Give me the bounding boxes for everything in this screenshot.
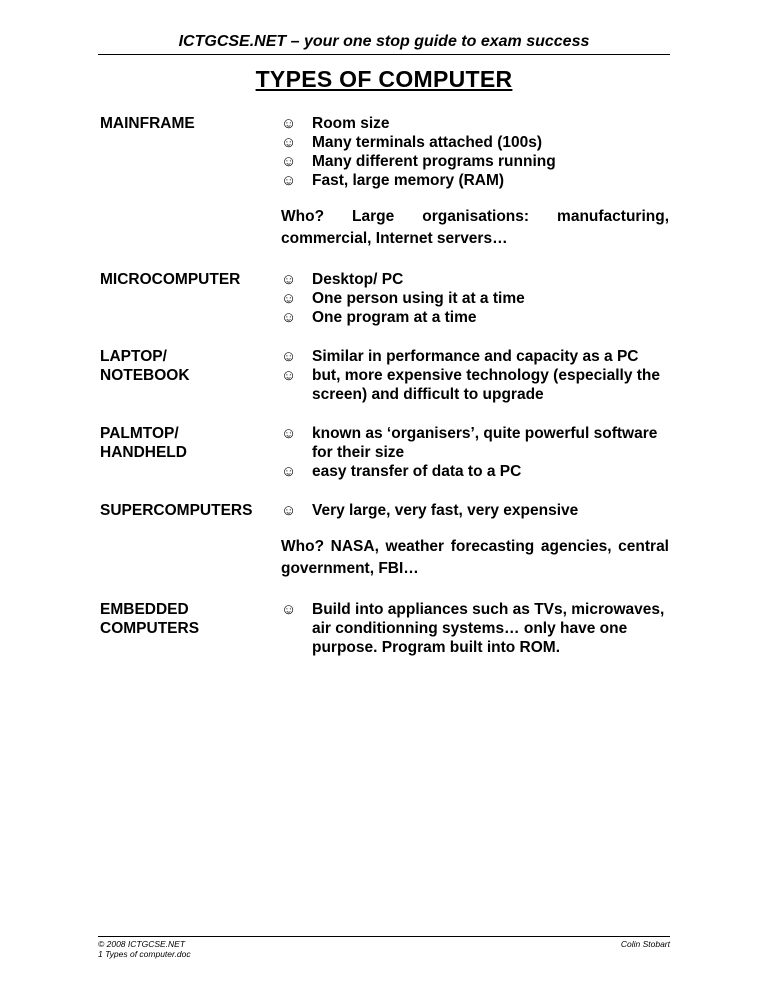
list-item: ☺ Many different programs running xyxy=(281,153,556,170)
list-item: ☺ known as ‘organisers’, quite powerful software for their size xyxy=(281,425,658,461)
smiley-icon: ☺ xyxy=(281,425,297,442)
section-mainframe xyxy=(100,114,670,250)
section-label: MICROCOMPUTER xyxy=(100,271,241,288)
section-palmtop xyxy=(100,424,670,481)
page-header: ICTGCSE.NET – your one stop guide to exam success xyxy=(98,33,670,55)
page-title: TYPES OF COMPUTER xyxy=(255,66,513,92)
section-supercomputers xyxy=(100,501,670,580)
smiley-icon: ☺ xyxy=(281,153,297,170)
list-item: ☺ Build into appliances such as TVs, microwaves, air conditionning systems… only have one purpose. Program built into ROM. xyxy=(281,601,665,656)
who-text: Who? Large organisations: manufacturing, commercial, Internet servers… xyxy=(281,208,669,247)
list-item: ☺ easy transfer of data to a PC xyxy=(281,463,522,480)
section-label: PALMTOP/ HANDHELD xyxy=(100,425,187,461)
smiley-icon: ☺ xyxy=(281,502,297,519)
section-label: LAPTOP/ NOTEBOOK xyxy=(100,348,190,384)
list-item: ☺ Many terminals attached (100s) xyxy=(281,134,543,151)
smiley-icon: ☺ xyxy=(281,601,297,618)
smiley-icon: ☺ xyxy=(281,309,297,326)
section-microcomputer xyxy=(100,270,670,327)
smiley-icon: ☺ xyxy=(281,271,297,288)
smiley-icon: ☺ xyxy=(281,290,297,307)
section-label: SUPERCOMPUTERS xyxy=(100,502,253,519)
smiley-icon: ☺ xyxy=(281,134,297,151)
smiley-icon: ☺ xyxy=(281,115,297,132)
section-label: MAINFRAME xyxy=(100,115,195,132)
smiley-icon: ☺ xyxy=(281,348,297,365)
smiley-icon: ☺ xyxy=(281,367,297,384)
list-item: ☺ Very large, very fast, very expensive xyxy=(281,502,579,519)
list-item: ☺ Desktop/ PC xyxy=(281,271,404,288)
page-footer xyxy=(98,936,670,959)
copyright-text: © 2008 ICTGCSE.NET xyxy=(98,939,186,949)
who-text: Who? NASA, weather forecasting agencies, central government, FBI… xyxy=(281,538,669,577)
list-item: ☺ but, more expensive technology (especially the screen) and difficult to upgrade xyxy=(281,367,660,403)
section-label: EMBEDDED COMPUTERS xyxy=(100,601,200,637)
filename-text: 1 Types of computer.doc xyxy=(98,949,191,959)
section-laptop xyxy=(100,347,670,404)
list-item: ☺ Room size xyxy=(281,115,390,132)
list-item: ☺ One program at a time xyxy=(281,309,477,326)
smiley-icon: ☺ xyxy=(281,172,297,189)
content xyxy=(100,114,670,657)
author-text: Colin Stobart xyxy=(620,939,670,949)
smiley-icon: ☺ xyxy=(281,463,297,480)
list-item: ☺ Fast, large memory (RAM) xyxy=(281,172,505,189)
list-item: ☺ One person using it at a time xyxy=(281,290,525,307)
list-item: ☺ Similar in performance and capacity as a PC xyxy=(281,348,639,365)
section-embedded xyxy=(100,600,670,657)
